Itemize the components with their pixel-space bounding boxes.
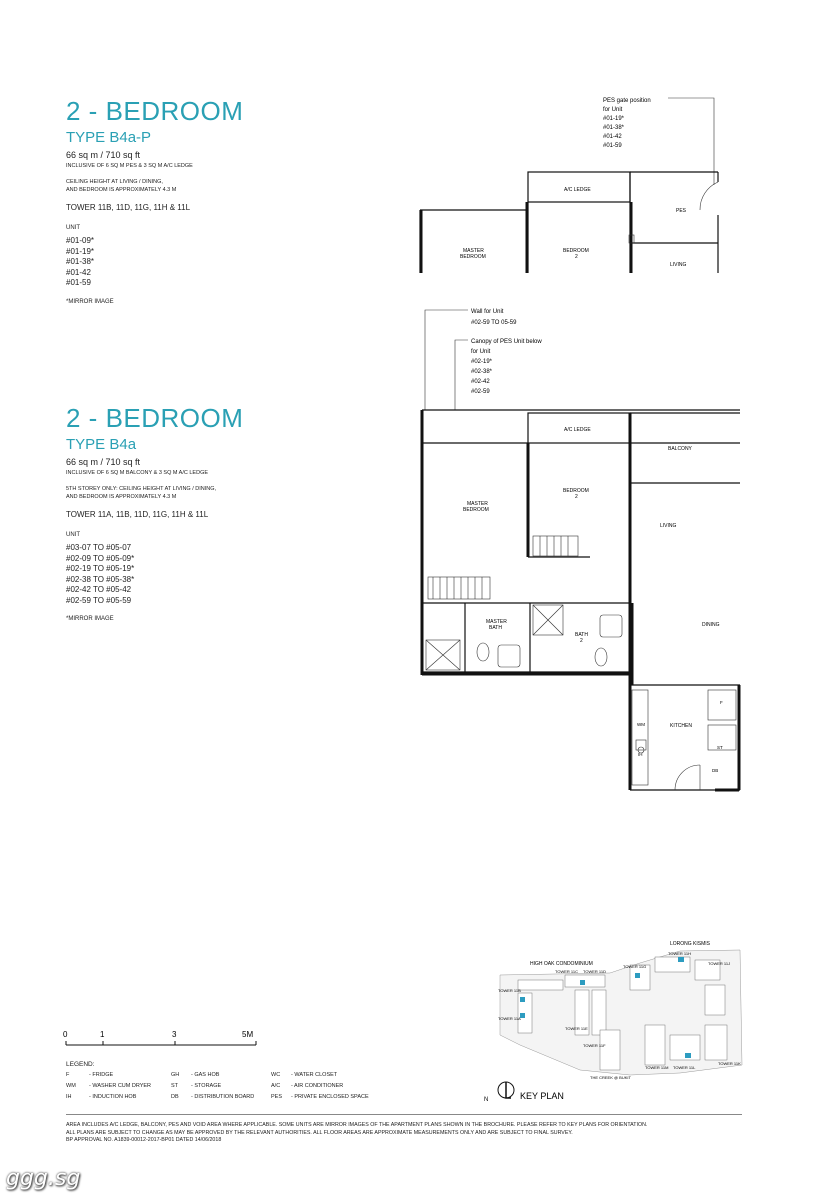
main-room-bedroom-2: 2 — [575, 494, 578, 500]
unit-item: #02-19 TO #05-19* — [66, 564, 135, 573]
key-plan — [480, 935, 750, 1110]
main-label-ih: IH — [638, 752, 643, 757]
pes-room-bedroom: BEDROOM — [563, 248, 589, 254]
scale-label: 0 — [63, 1030, 68, 1039]
canopy-leader-line — [455, 340, 468, 410]
footer-line: BP APPROVAL NO. A1839-00012-2017-BP01 DATED 14/06/2018 — [66, 1137, 222, 1143]
main-label-f: F — [720, 700, 723, 705]
footer-line: AREA INCLUDES A/C LEDGE, BALCONY, PES AND VOID AREA WHERE APPLICABLE. SOME UNITS ARE MIRROR IMAGES OF THE APARTMENT PLANS SHOWN IN THE BROCHURE. PLEASE REFER TO KEY PLANS FOR ORIENTATION. — [66, 1122, 648, 1128]
keyplan-tower: TOWER 11G — [623, 964, 647, 969]
unit-item: #01-19* — [66, 246, 95, 256]
legend-code: F — [66, 1072, 70, 1078]
plan2-inclusive: INCLUSIVE OF 6 SQ M BALCONY & 3 SQ M A/C LEDGE — [66, 470, 209, 476]
legend-code: A/C — [271, 1083, 281, 1089]
main-room-balcony: BALCONY — [668, 446, 692, 452]
canopy-note-2: for Unit — [471, 349, 491, 355]
plan1-area: 66 sq m / 710 sq ft — [66, 150, 141, 160]
legend-title: LEGEND: — [66, 1061, 95, 1068]
footer-rule — [66, 1114, 742, 1115]
plan2-towers: TOWER 11A, 11B, 11D, 11G, 11H & 11L — [66, 510, 209, 519]
plan1-mirror-note: *MIRROR IMAGE — [66, 298, 114, 305]
wall-leader-line — [425, 310, 468, 410]
unit-item: #01-38* — [66, 257, 95, 266]
keyplan-tower: TOWER 11C — [555, 969, 578, 974]
plan2-info — [66, 403, 406, 622]
pes-room-master: MASTER — [463, 248, 484, 254]
plan1-title: 2 - BEDROOM — [66, 96, 244, 126]
plan1-info — [66, 96, 396, 305]
main-label-wm: WM — [637, 722, 645, 727]
legend-desc: - WATER CLOSET — [291, 1072, 338, 1078]
main-fixtures — [426, 536, 736, 790]
plan2-area: 66 sq m / 710 sq ft — [66, 457, 141, 467]
unit-item: #02-59 TO #05-59 — [66, 595, 132, 605]
main-label-db: DB — [712, 768, 719, 773]
pes-gate-swing — [700, 182, 718, 210]
main-room-acledge: A/C LEDGE — [564, 427, 591, 433]
canopy-note-unit: #02-42 — [471, 379, 490, 385]
pes-note-unit: #01-42 — [603, 134, 622, 140]
keyplan-creek: THE CREEK @ BUKIT — [590, 1075, 631, 1080]
main-room-bedroom: BEDROOM — [563, 488, 589, 494]
main-walls — [422, 410, 740, 790]
floorplan-main — [400, 300, 750, 800]
canopy-note-unit: #02-59 — [471, 389, 490, 395]
plan2-unit-label: UNIT — [66, 532, 80, 538]
plan2-ceiling-2: AND BEDROOM IS APPROXIMATELY 4.3 M — [66, 494, 177, 500]
main-room-kitchen: KITCHEN — [670, 723, 692, 729]
plan1-type: TYPE B4a-P — [66, 129, 152, 146]
plan2-ceiling-1: 5TH STOREY ONLY: CEILING HEIGHT AT LIVING / DINING, — [66, 486, 217, 492]
legend-desc: - FRIDGE — [89, 1072, 114, 1078]
legend-desc: - STORAGE — [191, 1083, 222, 1089]
main-room-living: LIVING — [660, 523, 677, 529]
keyplan-tower: TOWER 11L — [673, 1065, 696, 1070]
keyplan-title: KEY PLAN — [520, 1091, 564, 1101]
legend-desc: - INDUCTION HOB — [89, 1094, 137, 1100]
plan1-ceiling-2: AND BEDROOM IS APPROXIMATELY 4.3 M — [66, 187, 177, 193]
keyplan-tower: TOWER 11K — [718, 1061, 741, 1066]
keyplan-tower: TOWER 11J — [708, 961, 731, 966]
scale-label: 5M — [242, 1030, 254, 1039]
footer-line: ALL PLANS ARE SUBJECT TO CHANGE AS MAY BE APPROVED BY THE RELEVANT AUTHORITIES. ALL FLOOR AREAS ARE APPROXIMATE MEASUREMENTS ONLY AND ARE SUBJECT TO FINAL SURVEY. — [66, 1129, 573, 1136]
keyplan-tower: TOWER 11M — [645, 1065, 669, 1070]
main-room-master-2: BEDROOM — [463, 507, 489, 513]
legend-code: GH — [171, 1072, 180, 1078]
main-room-masterbath: MASTER — [486, 619, 507, 625]
pes-room-acledge: A/C LEDGE — [564, 187, 591, 193]
main-room-masterbath-2: BATH — [489, 625, 502, 631]
legend-code: PES — [271, 1094, 283, 1100]
pes-note-title: PES gate position — [603, 98, 651, 104]
pes-thick-walls — [421, 202, 631, 273]
legend-desc: - WASHER CUM DRYER — [89, 1083, 152, 1089]
footer — [66, 1122, 756, 1145]
main-label-st: ST — [717, 745, 723, 750]
pes-room-living: LIVING — [670, 262, 687, 268]
wall-note-1: Wall for Unit — [471, 309, 504, 315]
scale-label: 3 — [172, 1030, 177, 1039]
canopy-note-unit: #02-19* — [471, 359, 493, 365]
keyplan-high-oak: HIGH OAK CONDOMINIUM — [530, 961, 593, 967]
unit-item: #02-38 TO #05-38* — [66, 574, 135, 584]
keyplan-tower: TOWER 11D — [583, 969, 606, 974]
canopy-note-1: Canopy of PES Unit below — [471, 339, 542, 345]
legend-desc: - AIR CONDITIONER — [291, 1083, 344, 1089]
keyplan-tower: TOWER 11F — [583, 1043, 606, 1048]
scale-bar — [60, 1025, 270, 1055]
watermark-logo: ggg.sg — [6, 1166, 81, 1191]
pes-note-unit: #01-19* — [603, 116, 625, 122]
keyplan-lorong: LORONG KISMIS — [670, 941, 711, 947]
plan1-towers: TOWER 11B, 11D, 11G, 11H & 11L — [66, 203, 191, 212]
pes-note-sub: for Unit — [603, 107, 623, 113]
main-room-bath-2: 2 — [580, 638, 583, 644]
legend-code: WC — [271, 1072, 281, 1078]
main-room-master: MASTER — [467, 501, 488, 507]
canopy-note-unit: #02-38* — [471, 369, 493, 375]
unit-item: #01-59 — [66, 278, 91, 287]
legend-desc: - PRIVATE ENCLOSED SPACE — [291, 1094, 369, 1100]
floorplan-pes — [400, 90, 750, 280]
wall-note-2: #02-59 TO 05-59 — [471, 320, 517, 326]
unit-item: #01-42 — [66, 267, 91, 277]
plan1-ceiling-1: CEILING HEIGHT AT LIVING / DINING, — [66, 179, 163, 185]
main-thick-walls — [422, 410, 739, 790]
legend-code: IH — [66, 1094, 72, 1100]
keyplan-north: N — [484, 1097, 489, 1103]
pes-note-unit: #01-38* — [603, 125, 625, 131]
legend-code: DB — [171, 1094, 179, 1100]
plan2-title: 2 - BEDROOM — [66, 403, 244, 433]
plan1-unit-label: UNIT — [66, 225, 80, 231]
plan1-inclusive: INCLUSIVE OF 6 SQ M PES & 3 SQ M A/C LEDGE — [66, 163, 193, 169]
main-room-bath: BATH — [575, 632, 588, 638]
keyplan-tower: TOWER 11E — [565, 1026, 588, 1031]
keyplan-tower: TOWER 11B — [498, 988, 521, 993]
plan2-mirror-note: *MIRROR IMAGE — [66, 616, 114, 622]
plan2-type: TYPE B4a — [66, 436, 137, 453]
legend-code: WM — [66, 1083, 76, 1089]
unit-item: #01-09* — [66, 236, 95, 245]
plan2-unit-list — [66, 543, 406, 606]
legend-desc: - GAS HOB — [191, 1072, 220, 1078]
north-arrow-mark — [506, 1082, 511, 1098]
unit-item: #02-09 TO #05-09* — [66, 553, 135, 563]
main-room-dining: DINING — [702, 622, 720, 628]
legend-code: ST — [171, 1083, 179, 1089]
plan1-unit-list — [66, 236, 396, 289]
unit-item: #03-07 TO #05-07 — [66, 543, 132, 552]
pes-room-bedroom-2: 2 — [575, 254, 578, 260]
keyplan-tower: TOWER 11A — [498, 1016, 521, 1021]
keyplan-tower: TOWER 11H — [668, 951, 691, 956]
unit-item: #02-42 TO #05-42 — [66, 585, 132, 594]
pes-room-master-2: BEDROOM — [460, 254, 486, 260]
legend-desc: - DISTRIBUTION BOARD — [191, 1094, 255, 1100]
scale-label: 1 — [100, 1030, 105, 1039]
pes-room-pes: PES — [676, 208, 687, 214]
pes-note-unit: #01-59 — [603, 143, 622, 149]
